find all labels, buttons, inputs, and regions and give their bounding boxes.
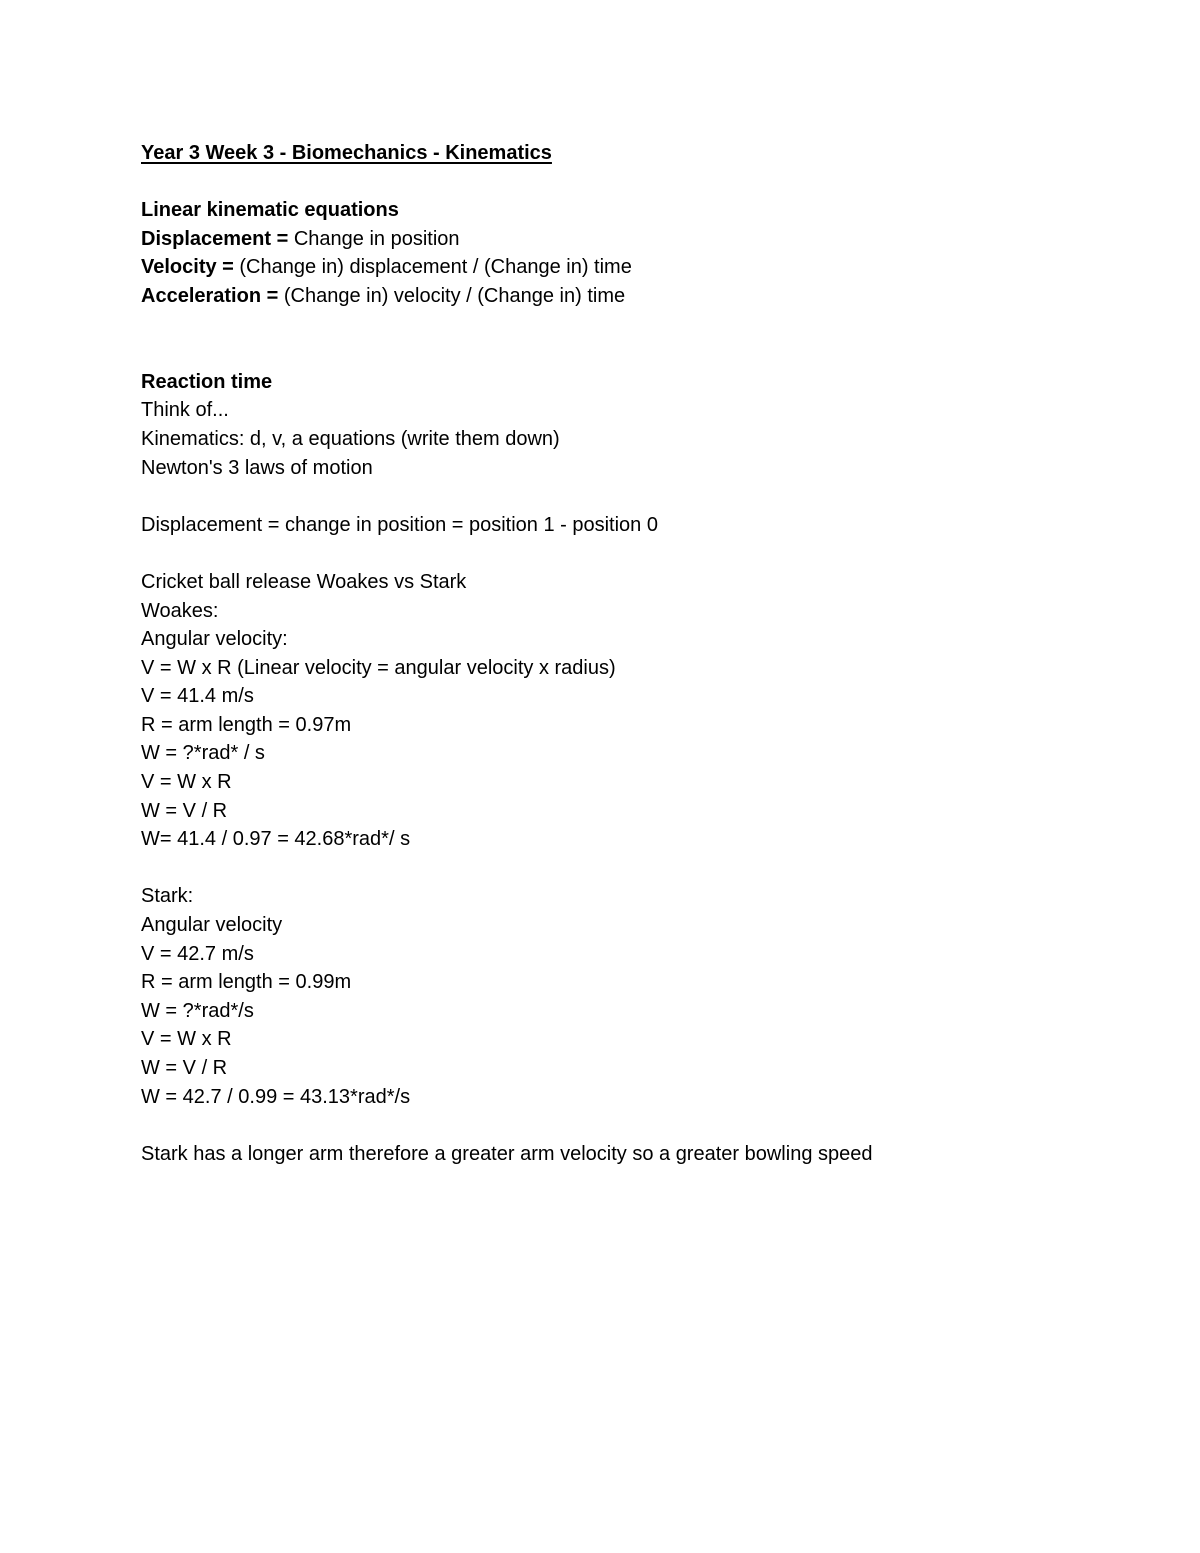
text-line: V = W x R (141, 771, 232, 794)
spacer (141, 854, 1141, 883)
displacement-line: Displacement = change in position = position 1 - position 0 (141, 513, 658, 536)
document-title: Year 3 Week 3 - Biomechanics - Kinematics (141, 142, 552, 164)
term-label: Acceleration = (141, 284, 279, 307)
text-line: W = ?*rad* / s (141, 742, 265, 765)
spacer (141, 339, 1141, 368)
text-line: Newton's 3 laws of motion (141, 456, 373, 479)
text-line: W = V / R (141, 1057, 228, 1079)
text-line: Angular velocity: (141, 628, 288, 651)
text-line: W = ?*rad*/s (141, 999, 254, 1022)
text-line: V = W x R (141, 1028, 232, 1051)
text-line: V = W x R (Linear velocity = angular velocity x radius) (141, 656, 616, 679)
term-definition: Change in position (288, 227, 460, 250)
spacer (141, 1111, 1141, 1140)
text-line: Woakes: (141, 599, 219, 622)
term-definition: (Change in) velocity / (Change in) time (278, 284, 626, 307)
linear-heading: Linear kinematic equations (141, 199, 399, 222)
spacer (141, 482, 1141, 511)
text-line: Cricket ball release Woakes vs Stark (141, 570, 467, 593)
text-line: Stark: (141, 885, 194, 908)
reaction-heading: Reaction time (141, 370, 273, 393)
term-definition: (Change in) displacement / (Change in) time (233, 256, 632, 279)
text-line: R = arm length = 0.97m (141, 713, 352, 736)
spacer (141, 311, 1141, 340)
document-body (141, 139, 1141, 1168)
term-label: Displacement = (141, 227, 289, 250)
text-line: Angular velocity (141, 914, 283, 937)
text-line: V = 42.7 m/s (141, 942, 254, 965)
spacer (141, 168, 1141, 197)
text-line: W = V / R (141, 799, 228, 822)
conclusion-line: Stark has a longer arm therefore a greater arm velocity so a greater bowling speed (141, 1142, 873, 1165)
text-line: W= 41.4 / 0.97 = 42.68*rad*/ s (141, 828, 411, 851)
linear-item-velocity (141, 253, 1141, 282)
linear-item-displacement (141, 225, 1141, 254)
term-label: Velocity = (141, 256, 234, 279)
text-line: Kinematics: d, v, a equations (write them down) (141, 427, 560, 450)
text-line: W = 42.7 / 0.99 = 43.13*rad*/s (141, 1085, 411, 1108)
text-line: R = arm length = 0.99m (141, 971, 352, 994)
text-line: V = 41.4 m/s (141, 685, 254, 708)
spacer (141, 539, 1141, 568)
text-line: Think of... (141, 399, 229, 422)
linear-item-acceleration (141, 282, 1141, 311)
